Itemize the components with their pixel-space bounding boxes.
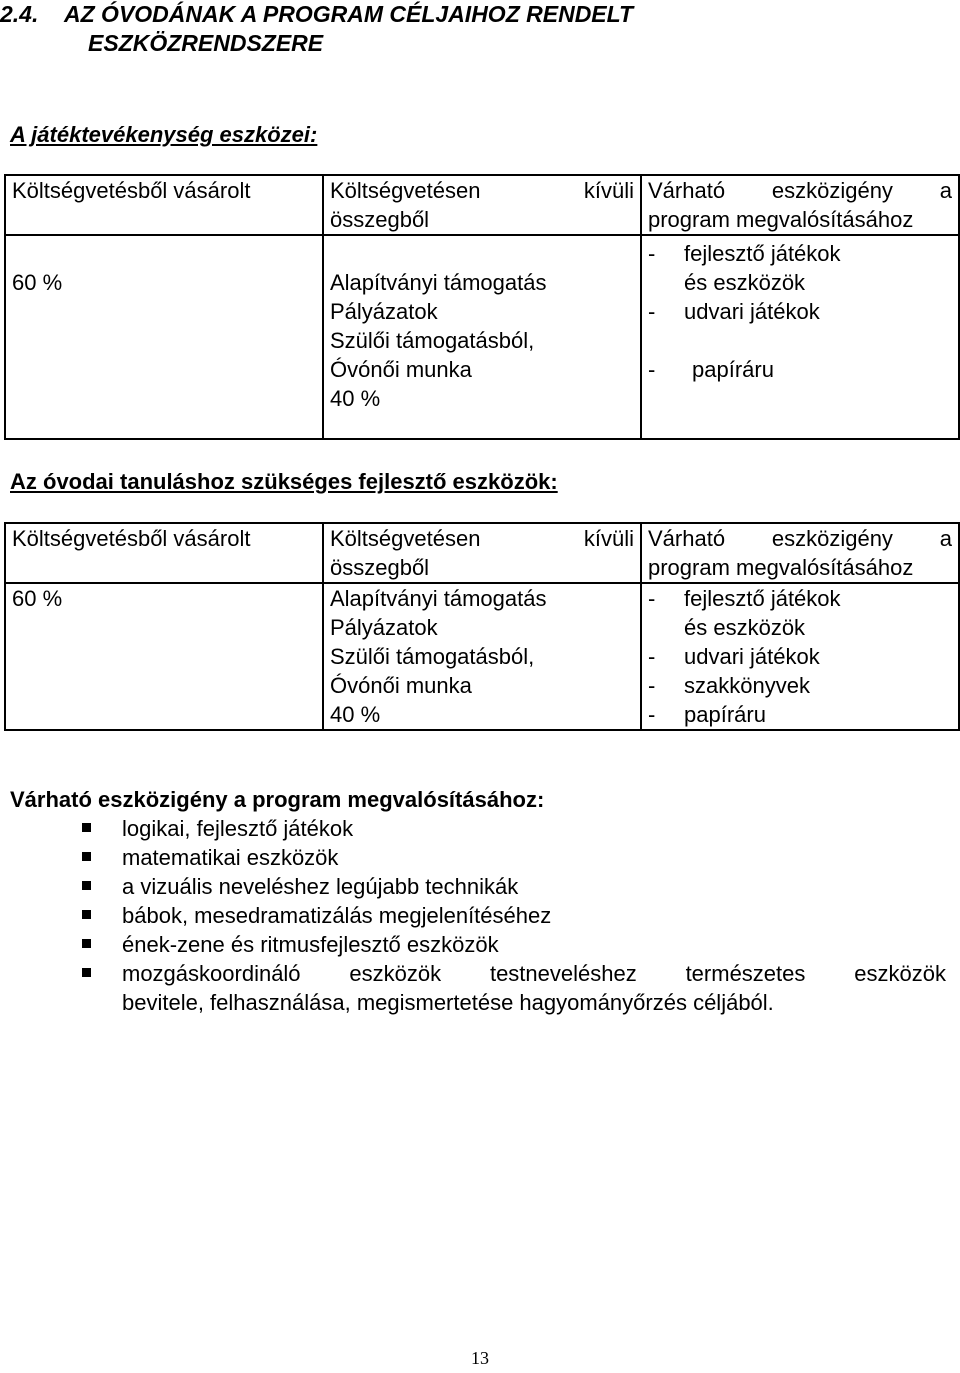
list-item: matematikai eszközök [0, 843, 946, 872]
square-bullet-icon [82, 852, 91, 861]
table-row [5, 235, 959, 439]
section1-title: A játéktevékenység eszközei: [10, 122, 318, 147]
section3-title: Várható eszközigény a program megvalósításához: [10, 787, 545, 812]
list-item: - udvari játékok [648, 644, 820, 669]
section-heading [0, 0, 633, 58]
list-item: - udvari játékok [648, 299, 820, 324]
table-header-cell: Költségvetésen kívüli összegből [323, 523, 641, 583]
table-header-cell: Várható eszközigény a program megvalósításához [641, 175, 959, 235]
square-bullet-icon [82, 939, 91, 948]
heading-line-2: ESZKÖZRENDSZERE [88, 30, 324, 56]
list-item: mozgáskoordináló eszközök testneveléshez természetes eszközök bevitele, felhasználása, megismertetése hagyományőrzés céljából. [0, 959, 946, 1017]
list-item: a vizuális neveléshez legújabb technikák [0, 872, 946, 901]
table-cell: Alapítványi támogatás Pályázatok Szülői támogatásból, Óvónői munka 40 % [323, 583, 641, 730]
table-cell: Alapítványi támogatás Pályázatok Szülői támogatásból, Óvónői munka 40 % [323, 235, 641, 439]
list-item: logikai, fejlesztő játékok [0, 814, 946, 843]
table-cell [641, 235, 959, 439]
square-bullet-icon [82, 910, 91, 919]
table-header-row [5, 175, 959, 235]
list-item: és eszközök [684, 615, 806, 640]
table-header-cell: Várható eszközigény a program megvalósításához [641, 523, 959, 583]
square-bullet-icon [82, 823, 91, 832]
list-item: - papíráru [648, 702, 766, 727]
table-header-cell: Költségvetésből vásárolt [5, 175, 323, 235]
table-cell [641, 583, 959, 730]
table-header-row [5, 523, 959, 583]
table-cell: 60 % [5, 583, 323, 730]
section2-title: Az óvodai tanuláshoz szükséges fejlesztő eszközök: [10, 469, 558, 494]
section2-table [4, 522, 960, 731]
table-cell: 60 % [5, 235, 323, 439]
square-bullet-icon [82, 881, 91, 890]
heading-line-1: AZ ÓVODÁNAK A PROGRAM CÉLJAIHOZ RENDELT [64, 1, 634, 27]
list-item: - fejlesztő játékok [648, 586, 841, 611]
table-header-cell: Költségvetésen kívüli összegből [323, 175, 641, 235]
equipment-list [0, 814, 946, 1017]
section1-table [4, 174, 960, 440]
list-item: - szakkönyvek [648, 673, 810, 698]
list-item: - papíráru [648, 357, 774, 382]
table-header-cell: Költségvetésből vásárolt [5, 523, 323, 583]
page-number: 13 [471, 1348, 489, 1368]
section-number: 2.4. [0, 1, 39, 27]
square-bullet-icon [82, 968, 91, 977]
list-item: bábok, mesedramatizálás megjelenítéséhez [0, 901, 946, 930]
table-row [5, 583, 959, 730]
list-item: ének-zene és ritmusfejlesztő eszközök [0, 930, 946, 959]
list-item: - fejlesztő játékok [648, 241, 841, 266]
list-item: és eszközök [684, 270, 806, 295]
